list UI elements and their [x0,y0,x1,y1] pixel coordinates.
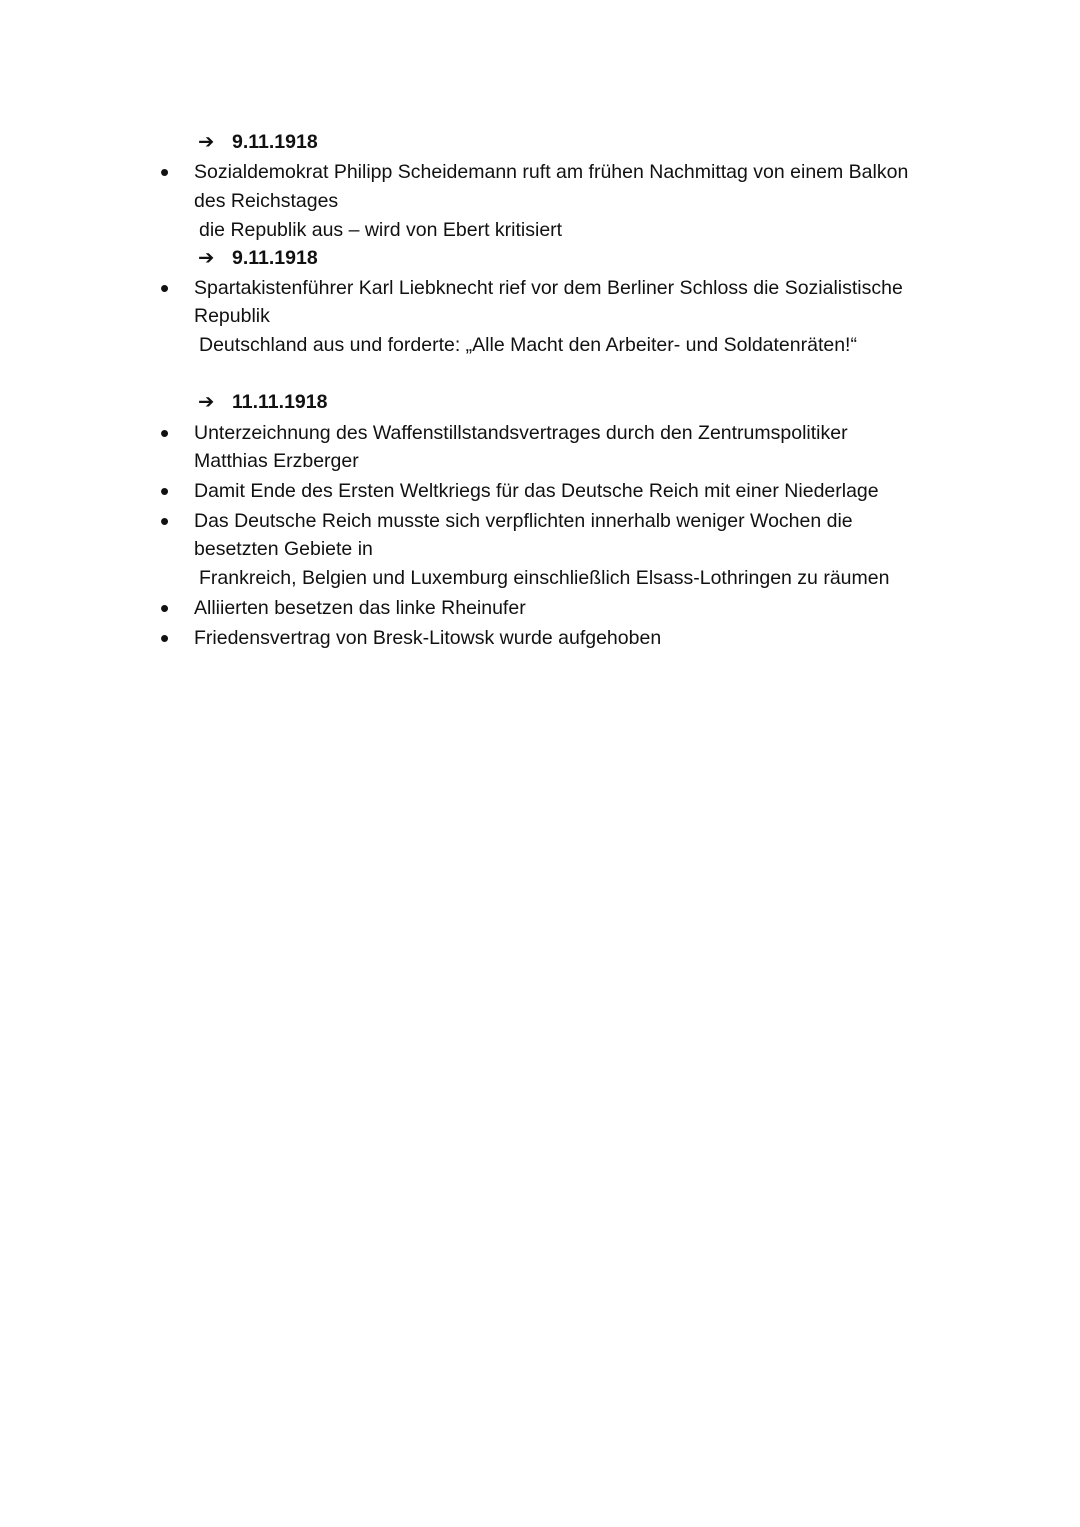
bullet-icon: • [160,593,170,623]
list-item-line: Matthias Erzberger [194,450,359,472]
date-text: 11.11.1918 [232,391,328,413]
bullet-icon: • [160,476,170,506]
list-item-line: Das Deutsche Reich musste sich verpflichten innerhalb weniger Wochen die [194,510,853,532]
date-text: 9.11.1918 [232,247,318,269]
list-item-line: Frankreich, Belgien und Luxemburg einschließlich Elsass-Lothringen zu räumen [199,567,890,589]
list-item-line: die Republik aus – wird von Ebert kritisiert [199,219,563,241]
list-item-line: Unterzeichnung des Waffenstillstandsvertrages durch den Zentrumspolitiker [194,422,848,444]
list-item-line: Friedensvertrag von Bresk-Litowsk wurde aufgehoben [194,627,662,649]
date-heading-3 [198,388,327,417]
list-item-line: Republik [194,305,270,327]
bullet-icon: • [160,418,170,448]
date-text: 9.11.1918 [232,131,318,153]
arrow-icon: ➔ [198,391,215,413]
bullet-icon: • [160,157,170,187]
date-heading-2 [198,244,318,273]
bullet-icon: • [160,623,170,653]
list-item-line: des Reichstages [194,190,339,212]
list-item-line: Alliierten besetzen das linke Rheinufer [194,597,526,619]
bullet-icon: • [160,273,170,303]
date-heading-1 [198,128,318,157]
arrow-icon: ➔ [198,247,215,269]
list-item-line: Spartakistenführer Karl Liebknecht rief vor dem Berliner Schloss die Sozialistische [194,277,903,299]
list-item-line: Deutschland aus und forderte: „Alle Macht den Arbeiter- und Soldatenräten!“ [199,334,857,356]
list-item-line: Damit Ende des Ersten Weltkriegs für das Deutsche Reich mit einer Niederlage [194,480,879,502]
list-item-line: Sozialdemokrat Philipp Scheidemann ruft am frühen Nachmittag von einem Balkon [194,161,909,183]
list-item-line: besetzten Gebiete in [194,538,373,560]
arrow-icon: ➔ [198,131,215,153]
bullet-icon: • [160,506,170,536]
